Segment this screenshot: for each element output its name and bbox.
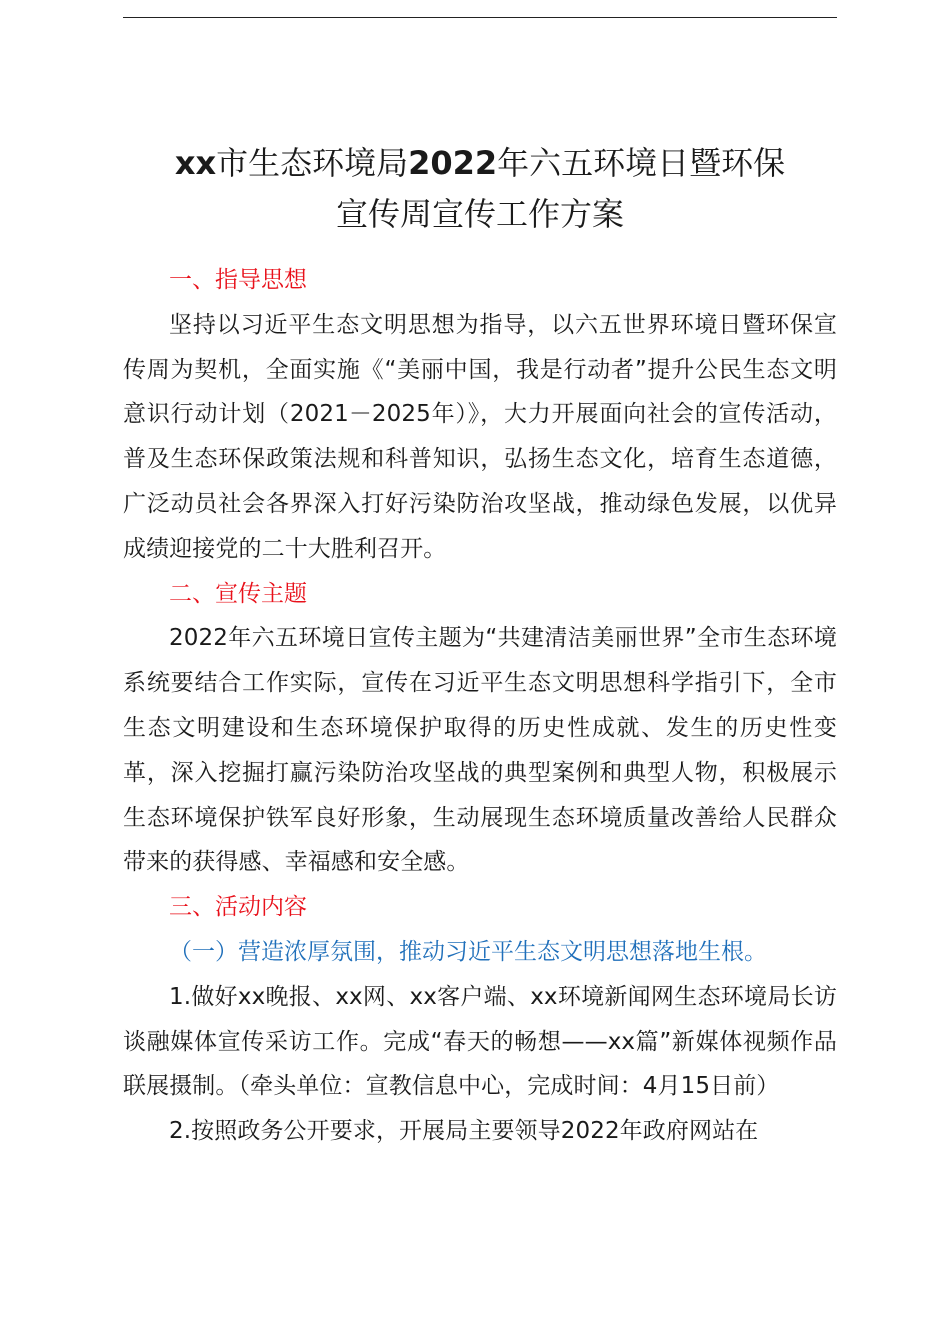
section-heading-activities: 三、活动内容 xyxy=(169,894,307,921)
paragraph-guiding-thought: 坚持以习近平生态文明思想为指导，以六五世界环境日暨环保宣传周为契机，全面实施《“美丽中国，我是行动者”提升公民生态文明意识行动计划（2021－2025年）》，大力开展面向社会的宣传活动，普及生态环保政策法规和科普知识，弘扬生态文化，培育生态道德，广泛动员社会各界深入打好污染防治攻坚战，推动绿色发展，以优异成绩迎接党的二十大胜利召开。 xyxy=(123,311,837,562)
title-line-2: 宣传周宣传工作方案 xyxy=(335,195,624,233)
document-title xyxy=(123,138,837,240)
subheading-atmosphere: （一）营造浓厚氛围，推动习近平生态文明思想落地生根。 xyxy=(169,938,767,965)
activity-item: 2.按照政务公开要求，开展局主要领导2022年政府网站在 xyxy=(169,1118,759,1145)
header-rule xyxy=(123,17,837,18)
document-body xyxy=(123,258,837,1154)
activity-item: 1.做好xx晚报、xx网、xx客户端、xx环境新闻网生态环境局长访谈融媒体宣传采访工作。完成“春天的畅想——xx篇”新媒体视频作品联展摄制。（牵头单位：宣教信息中心，完成时间：4月15日前） xyxy=(123,983,837,1100)
title-xx: xx xyxy=(174,144,217,182)
title-year: 2022 xyxy=(408,144,498,182)
title-line-1 xyxy=(123,138,837,189)
section-heading-theme: 二、宣传主题 xyxy=(169,580,307,607)
section-heading-guiding-thought: 一、指导思想 xyxy=(169,267,307,293)
title-event: 年六五环境日暨环保 xyxy=(497,144,786,182)
title-agency: 市生态环境局 xyxy=(216,144,409,182)
paragraph-theme: 2022年六五环境日宣传主题为“共建清洁美丽世界”全市生态环境系统要结合工作实际，宣传在习近平生态文明思想科学指引下，全市生态文明建设和生态环境保护取得的历史性成就、发生的历史性变革，深入挖掘打赢污染防治攻坚战的典型案例和典型人物，积极展示生态环境保护铁军良好形象，生动展现生态环境质量改善给人民群众带来的获得感、幸福感和安全感。 xyxy=(123,625,837,876)
